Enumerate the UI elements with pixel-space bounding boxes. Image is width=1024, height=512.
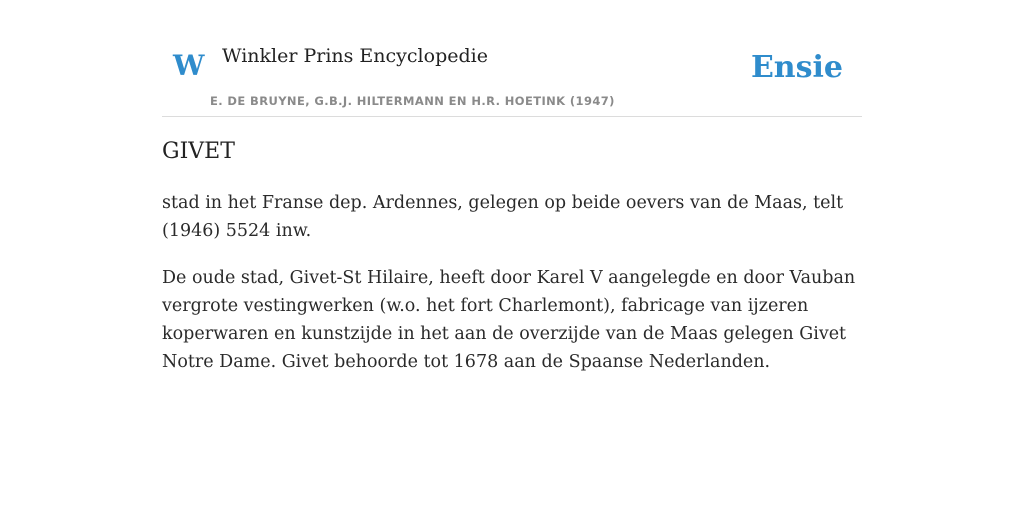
source-authors: E. DE BRUYNE, G.B.J. HILTERMANN EN H.R. HOETINK (1947) [210,94,615,108]
entry-paragraph: stad in het Franse dep. Ardennes, gelegen op beide oevers van de Maas, telt (1946) 5524 inw. [162,192,844,241]
entry-title: GIVET [162,139,235,164]
entry-content [162,138,862,395]
header [162,0,862,117]
entry-paragraph: De oude stad, Givet-St Hilaire, heeft door Karel V aangelegde en door Vauban vergrote vestingwerken (w.o. het fort Charlemont), fabricage van ijzeren koperwaren en kunstzijde in het aan de overzijde van de Maas gelegen Givet Notre Dame. Givet behoorde tot 1678 aan de Spaanse Nederlanden. [162,267,856,372]
source-title-link[interactable]: Winkler Prins Encyclopedie [222,45,488,67]
ensie-logo-link[interactable]: Ensie [750,50,843,85]
winkler-prins-logo-icon[interactable]: W [173,49,205,82]
